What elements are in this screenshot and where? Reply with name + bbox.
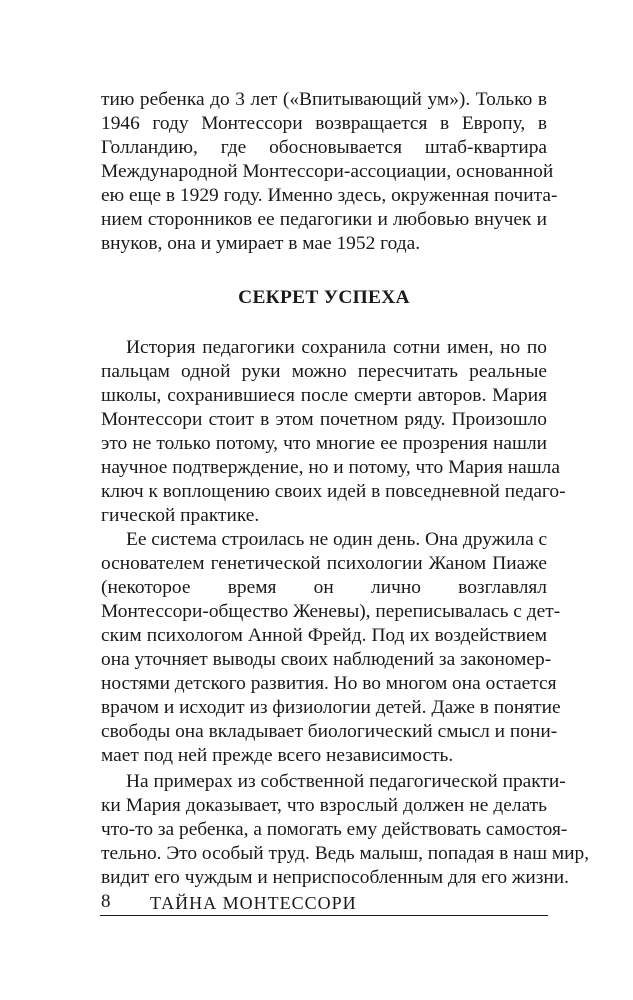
text-line: видит его чуждым и неприспособленным для его жизни. <box>101 867 569 888</box>
text-line: Монтессори стоит в этом почетном ряду. Произошло <box>101 409 547 430</box>
text-line: это не только потому, что многие ее прозрения нашли <box>101 433 547 454</box>
footer-rule <box>100 915 548 916</box>
text-line: она уточняет выводы своих наблюдений за закономер- <box>101 649 552 670</box>
text-line: тельно. Это особый труд. Ведь малыш, попадая в наш мир, <box>101 843 590 864</box>
text-line: Голландию, где обосновывается штаб-квартира <box>101 137 547 158</box>
text-line: ностями детского развития. Но во многом она остается <box>101 673 557 694</box>
text-line: научное подтверждение, но и потому, что Мария нашла <box>101 457 560 478</box>
text-line: врачом и исходит из физиологии детей. Даже в понятие <box>101 697 561 718</box>
text-line: внуков, она и умирает в мае 1952 года. <box>101 233 421 254</box>
page-number: 8 <box>101 891 111 912</box>
text-line: что-то за ребенка, а помогать ему действовать самостоя- <box>101 819 568 840</box>
text-line: мает под ней прежде всего независимость. <box>101 745 454 766</box>
text-line: пальцам одной руки можно пересчитать реальные <box>101 361 547 382</box>
text-line: школы, сохранившиеся после смерти авторов. Мария <box>101 385 547 406</box>
text-line: ским психологом Анной Фрейд. Под их воздействием <box>101 625 547 646</box>
text-line: ключ к воплощению своих идей в повседневной педаго- <box>101 481 566 502</box>
text-line: ею еще в 1929 году. Именно здесь, окруженная почита- <box>101 185 558 206</box>
text-line: (некоторое время он лично возглавлял <box>101 577 547 598</box>
text-line: свободы она вкладывает биологический смысл и пони- <box>101 721 558 742</box>
text-line: гической практике. <box>101 505 260 526</box>
text-line: Международной Монтессори-ассоциации, основанной <box>101 161 554 182</box>
text-line: основателем генетической психологии Жаном Пиаже <box>101 553 547 574</box>
running-title: ТАЙНА МОНТЕССОРИ <box>150 893 357 913</box>
text-line: ки Мария доказывает, что взрослый должен не делать <box>101 795 547 816</box>
text-line: нием сторонников ее педагогики и любовью внучек и <box>101 209 547 230</box>
text-line: На примерах из собственной педагогической практи- <box>126 771 566 792</box>
text-line: 1946 году Монтессори возвращается в Европу, в <box>101 113 547 134</box>
text-line: тию ребенка до 3 лет («Впитывающий ум»). Только в <box>101 89 547 110</box>
text-line: История педагогики сохранила сотни имен, но по <box>126 337 547 358</box>
text-line: Ее система строилась не один день. Она дружила с <box>126 529 548 550</box>
section-heading: СЕКРЕТ УСПЕХА <box>238 287 410 308</box>
text-line: Монтессори-общество Женевы), переписывалась с дет- <box>101 601 561 622</box>
